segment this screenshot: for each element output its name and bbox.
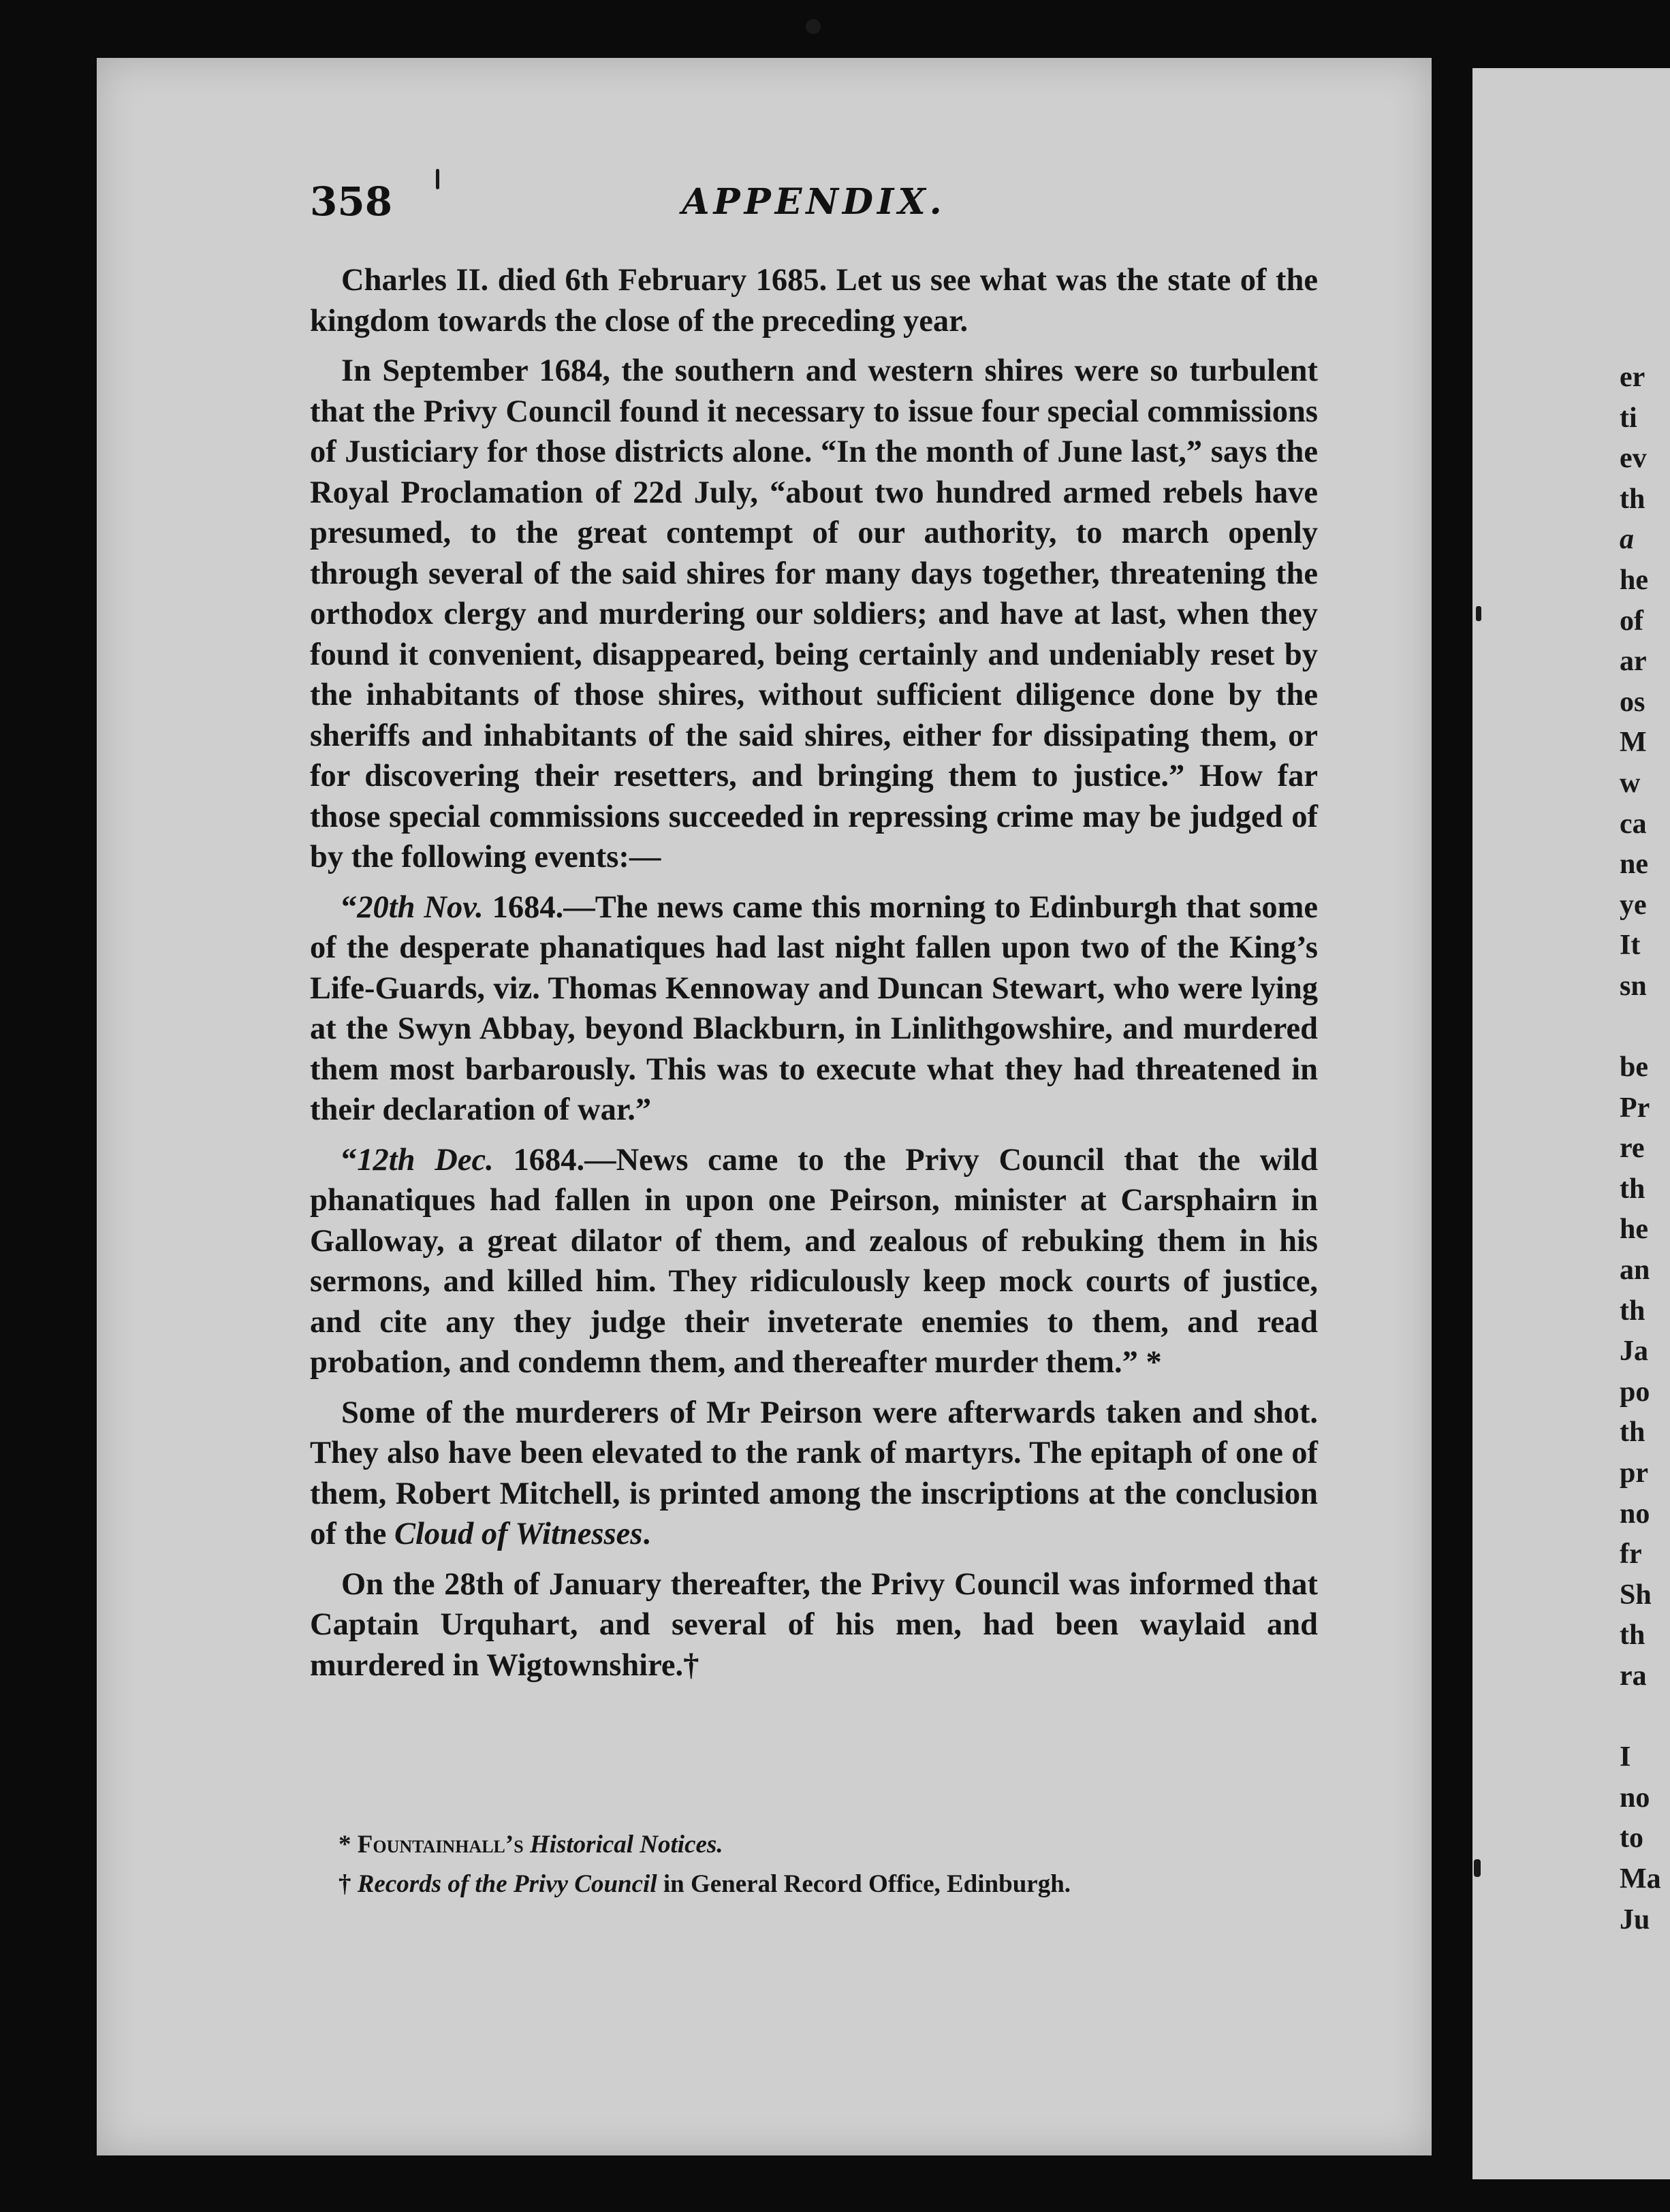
facing-page-line-fragment: ne [1620, 849, 1648, 881]
facing-page-line-fragment: ev [1620, 443, 1647, 475]
facing-page-line-fragment: no [1620, 1498, 1650, 1530]
ink-speck [1474, 1859, 1481, 1877]
facing-page-line-fragment: ti [1620, 402, 1637, 434]
quotation [310, 1140, 1318, 1383]
quote-open-mark: “ [341, 1142, 358, 1178]
paragraph-gap [310, 1383, 1318, 1393]
ink-speck [1476, 606, 1481, 621]
footnote [338, 1825, 1319, 1865]
facing-page-line-fragment: ar [1620, 646, 1647, 678]
facing-page-line-fragment: I [1620, 1741, 1631, 1773]
facing-page-line-fragment: os [1620, 686, 1645, 718]
facing-page-line-fragment: Ma [1620, 1863, 1661, 1895]
paragraph-gap [310, 341, 1318, 351]
facing-page-line-fragment: ra [1620, 1660, 1647, 1692]
facing-page-line-fragment: Sh [1620, 1579, 1652, 1611]
facing-page-line-fragment: ye [1620, 889, 1647, 921]
facing-page-line-fragment: re [1620, 1133, 1645, 1165]
footnote-title: Records of the Privy Council [357, 1870, 657, 1898]
facing-page-line-fragment: be [1620, 1052, 1648, 1084]
facing-page-line-fragment: It [1620, 930, 1641, 962]
ink-speck [806, 19, 821, 34]
paragraph: In September 1684, the southern and western shires were so turbulent that the Privy Council found it necessary to issue four special commissions of Justiciary for those districts alone. “In the month of June last,” says the Royal Proclamation of 22d July, “about two hundred armed rebels have presumed, to the great contempt of our authority, to march openly through several of the said shires for many days together, threatening the orthodox clergy and murdering our soldiers; and have at last, when they found it convenient, disappeared, being certainly and undeniably reset by the inhabitants of those shires, without sufficient diligence done by the sheriffs and inhabitants of the said shires, either for dissipating them, or for discovering their resetters, and bringing them to justice.” How far those special commissions succeeded in repressing crime may be judged of by the following events:— [310, 353, 1318, 874]
footnote [338, 1865, 1319, 1904]
facing-page-line-fragment: a [1620, 524, 1634, 556]
footnote-author: Fountainhall’s [357, 1831, 524, 1859]
quote-date: 20th Nov. [357, 889, 484, 925]
quote-text: 1684.—News came to the Privy Council that the wild phanatiques had fallen in upon one Peirson, minister at Carsphairn in Galloway, a great dilator of them, and zealous of rebuking them in his sermons, and killed him. They ridiculously keep mock courts of justice, and cite any they judge their inveterate enemies to them, and read probation, and condemn them, and thereafter murder them.” * [310, 1142, 1319, 1380]
facing-page-line-fragment: th [1620, 1620, 1645, 1652]
facing-page-line-fragment: fr [1620, 1538, 1642, 1570]
footnote-mark: * [338, 1831, 358, 1859]
paragraph-gap [310, 1131, 1318, 1140]
facing-page-fragments [1620, 358, 1670, 1940]
facing-page-line-fragment: no [1620, 1782, 1650, 1814]
facing-page-line-fragment: sn [1620, 970, 1647, 1002]
paragraph: Charles II. died 6th February 1685. Let us see what was the state of the kingdom towards the close of the preceding year. [310, 263, 1318, 338]
quote-date: 12th Dec. [357, 1142, 494, 1178]
page-header [310, 178, 1318, 240]
paragraph-gap [310, 1555, 1318, 1564]
facing-page-line-fragment: M [1620, 727, 1647, 759]
facing-page-line-fragment: pr [1620, 1457, 1648, 1489]
facing-page-line-fragment: w [1620, 767, 1641, 799]
paragraph-text: Some of the murderers of Mr Peirson were afterwards taken and shot. They also have been elevated to the rank of martyrs. The epitaph of one of them, Robert Mitchell, is printed among the inscriptions at the conclusion of the [310, 1395, 1318, 1551]
facing-page-line-fragment: th [1620, 483, 1645, 515]
facing-page-line-fragment: er [1620, 362, 1645, 393]
book-gutter [1432, 82, 1472, 2179]
facing-page-line-fragment: po [1620, 1376, 1650, 1408]
facing-page-line-fragment: th [1620, 1417, 1645, 1449]
facing-page-line-fragment: to [1620, 1822, 1643, 1854]
footnotes [338, 1825, 1319, 1904]
paragraph-text: . [642, 1517, 650, 1551]
facing-page-line-fragment: Ju [1620, 1903, 1650, 1936]
paragraph: On the 28th of January thereafter, the Privy Council was informed that Captain Urquhart, and several of his men, had been waylaid and murdered in Wigtownshire.† [310, 1566, 1318, 1683]
paragraph-gap [310, 878, 1318, 887]
facing-page-line-fragment: an [1620, 1254, 1650, 1286]
footnote-mark: † [338, 1870, 358, 1898]
page-number: 358 [310, 178, 393, 225]
facing-page-line-fragment: ca [1620, 808, 1647, 840]
facing-page-line-fragment: th [1620, 1295, 1645, 1327]
facing-page-line-fragment [1620, 1697, 1670, 1738]
facing-page-line-fragment: th [1620, 1173, 1645, 1205]
running-head: APPENDIX. [682, 181, 946, 223]
footnote-text: in General Record Office, Edinburgh. [657, 1870, 1071, 1898]
page-body [310, 260, 1318, 1686]
footnote-title: Historical Notices. [523, 1831, 723, 1859]
facing-page-line-fragment [1620, 1007, 1670, 1048]
quotation [310, 887, 1318, 1131]
quote-text: 1684.—The news came this morning to Edinburgh that some of the desperate phanatiques had last night fallen upon two of the King’s Life-Guards, viz. Thomas Kennoway and Duncan Stewart, who were lying at the Swyn Abbay, beyond Blackburn, in Linlithgowshire, and murdered them most barbarously. This was to execute what they had threatened in their declaration of war.” [310, 889, 1318, 1127]
book-title: Cloud of Witnesses [394, 1517, 643, 1551]
facing-page-line-fragment: Pr [1620, 1092, 1650, 1124]
facing-page-line-fragment: he [1620, 564, 1648, 596]
facing-page-line-fragment: of [1620, 605, 1643, 637]
facing-page-line-fragment: he [1620, 1214, 1648, 1246]
quote-open-mark: “ [341, 889, 358, 925]
facing-page-line-fragment: Ja [1620, 1336, 1648, 1368]
paragraph [310, 1393, 1318, 1555]
